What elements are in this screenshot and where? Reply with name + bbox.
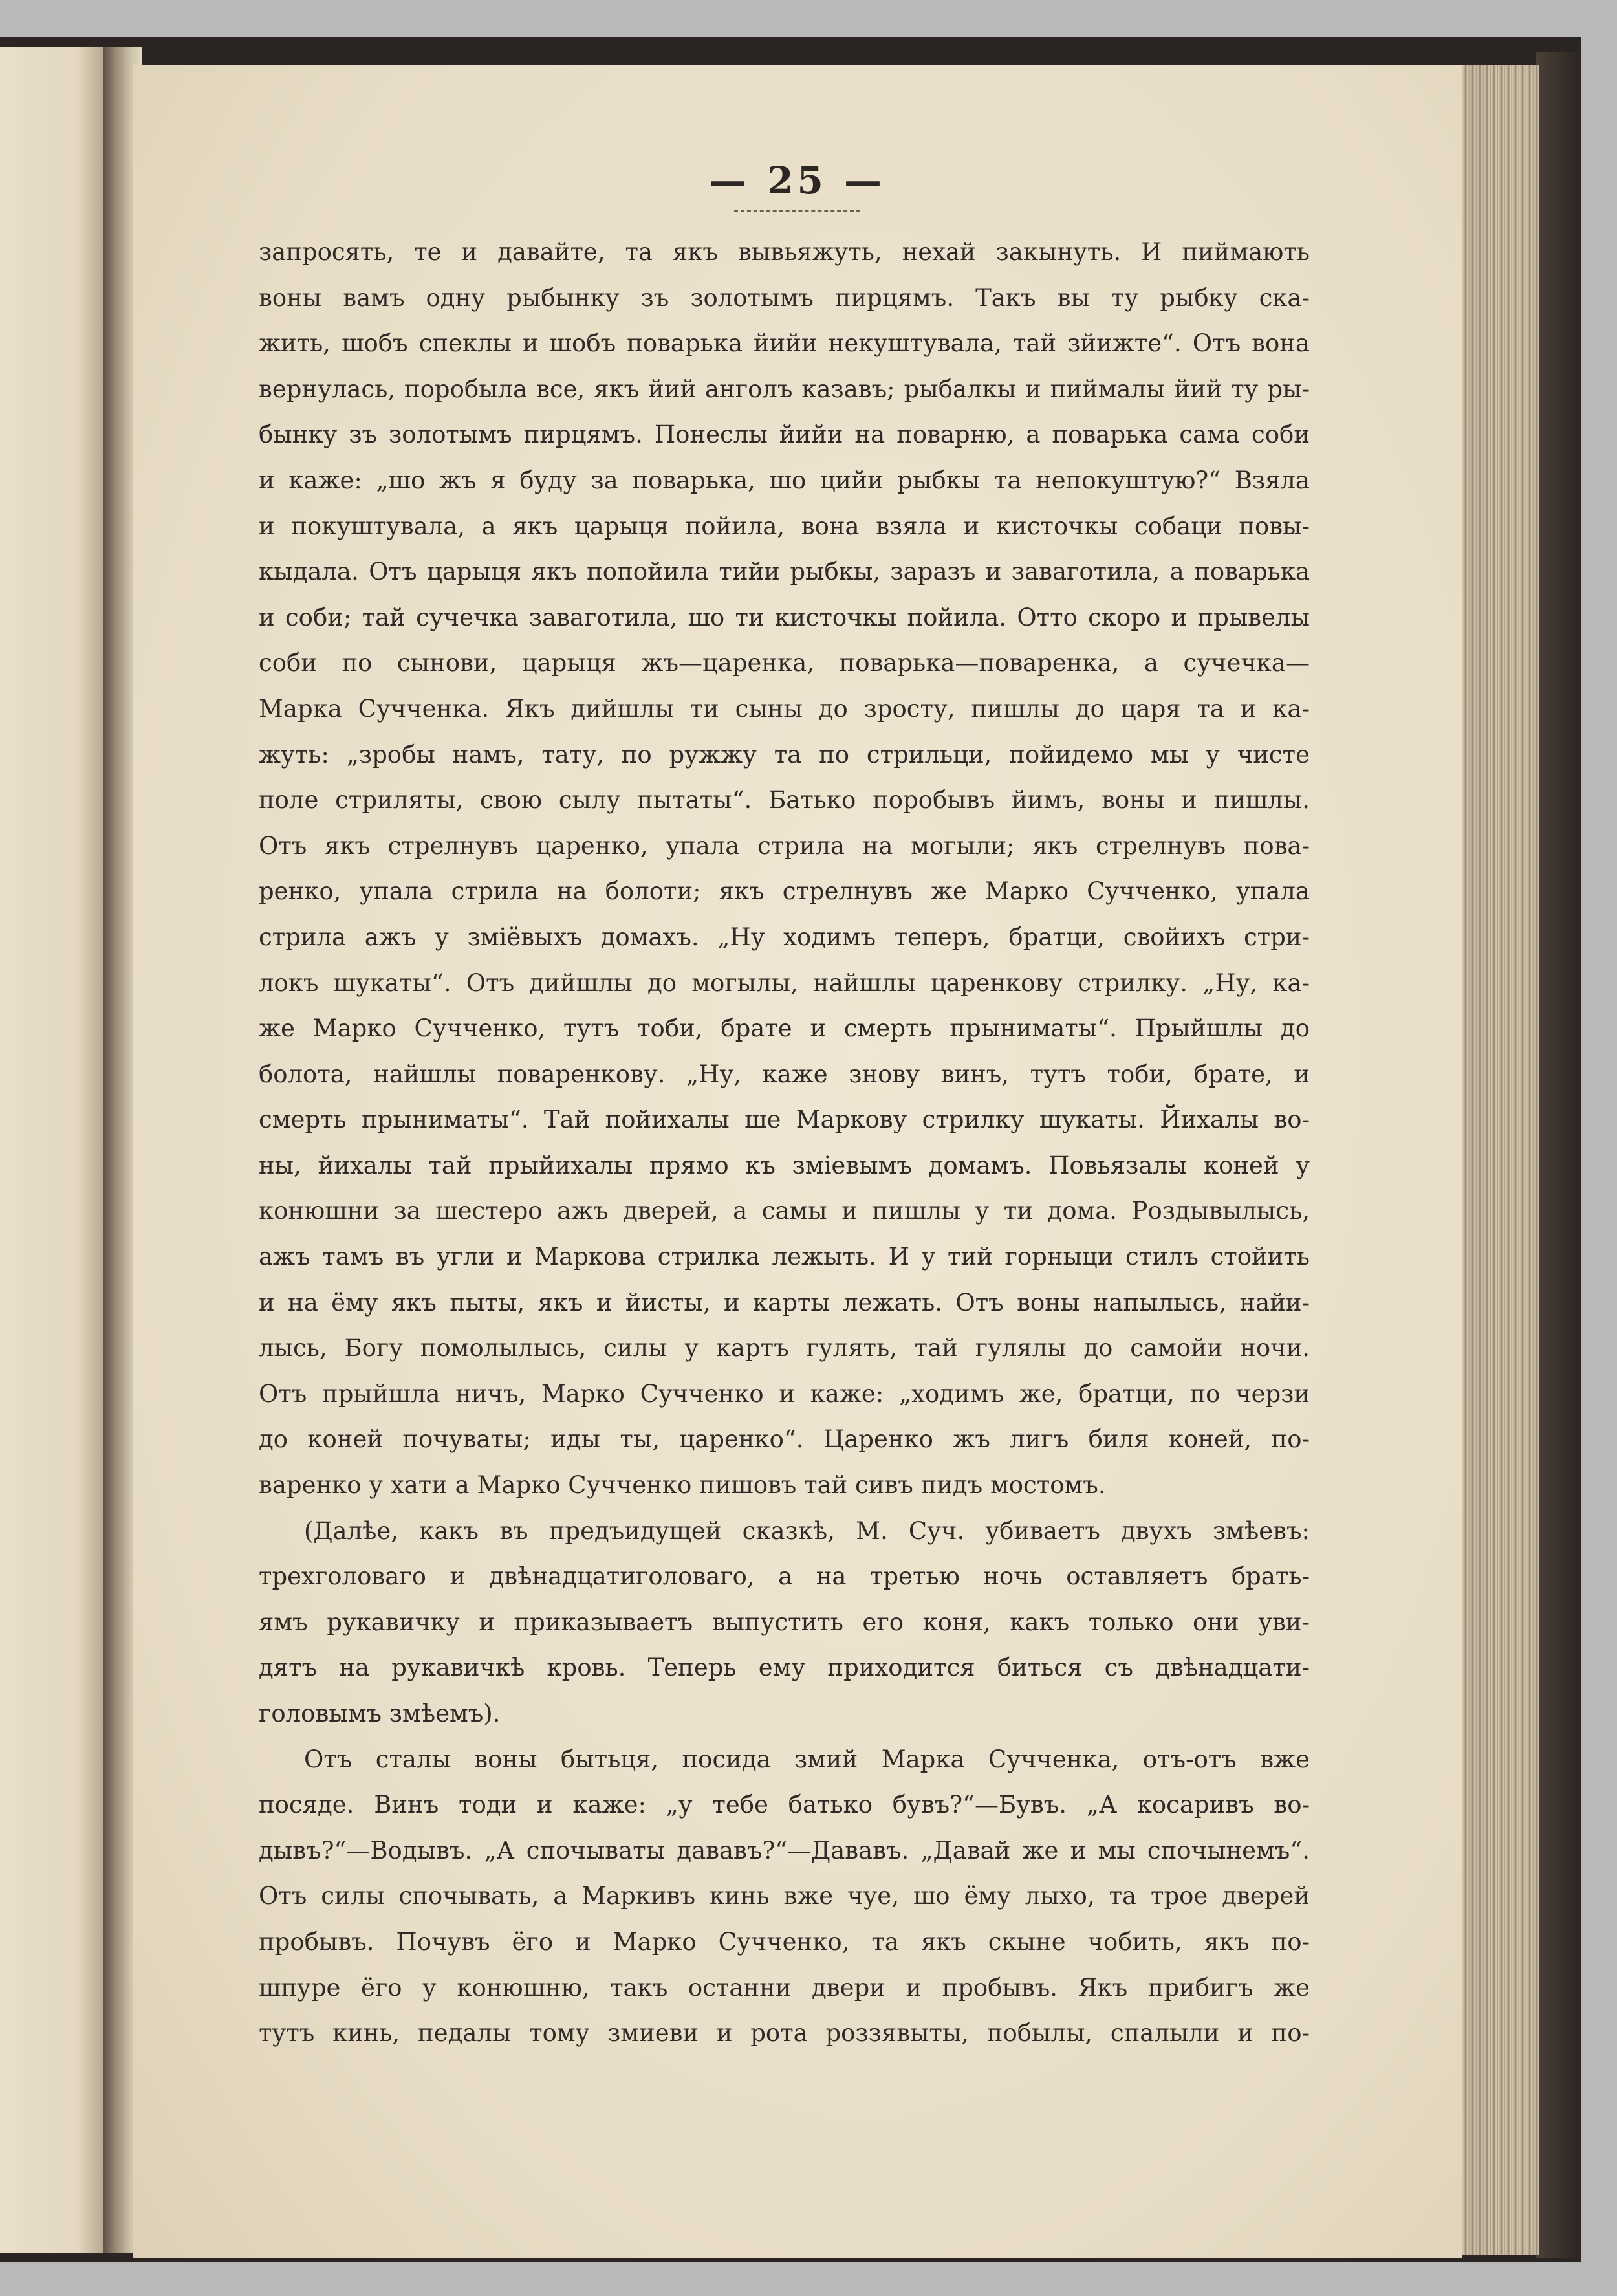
left-page-edge — [0, 47, 111, 2253]
text-line: вернулась, поробыла все, якъ йий анголъ казавъ; рыбалкы и пиймалы йий ту ры- — [259, 375, 1310, 403]
text-line: ямъ рукавичку и приказываетъ выпустить его коня, какъ только они уви- — [259, 1608, 1310, 1636]
text-line: ны, йихалы тай прыйихалы прямо къ змiевымъ домамъ. Повьязалы коней у — [259, 1151, 1310, 1179]
text-line: жуть: „зробы намъ, тату, по ружжу та по стрильци, пойидемо мы у чисте — [259, 740, 1310, 769]
text-line: до коней почуваты; иды ты, царенко“. Царенко жъ лигъ биля коней, по- — [259, 1425, 1310, 1454]
text-line: Марка Сучченка. Якъ дийшлы ти сыны до зросту, пишлы до царя та и ка- — [259, 694, 1310, 723]
text-line: стрила ажъ у змiёвыхъ домахъ. „Ну ходимъ теперъ, братци, свойихъ стри- — [259, 923, 1310, 951]
text-line: поле стриляты, свою сылу пытаты“. Батько поробывъ йимъ, воны и пишлы. — [259, 786, 1310, 815]
text-line: болота, найшлы поваренкову. „Ну, каже знову винъ, тутъ тоби, брате, и — [259, 1060, 1310, 1088]
text-line: воны вамъ одну рыбынку зъ золотымъ пирцямъ. Такъ вы ту рыбку ска- — [259, 283, 1310, 312]
page-number-ornament — [734, 210, 860, 212]
text-line: смерть прыниматы“. Тай пойихалы ше Маркову стрилку шукаты. Йихалы во- — [259, 1106, 1310, 1134]
text-line: и каже: „шо жъ я буду за поварька, шо цийи рыбкы та непокуштую?“ Взяла — [259, 466, 1310, 494]
text-line: трехголоваго и двѣнадцатиголоваго, а на третью ночь оставляетъ брать- — [259, 1562, 1310, 1591]
text-line: кыдала. Отъ царыця якъ попойила тийи рыбкы, заразъ и заваготила, а поварька — [259, 558, 1310, 586]
text-line: дятъ на рукавичкѣ кровь. Теперь ему приходится биться съ двѣнадцати- — [259, 1654, 1310, 1682]
page-text — [259, 230, 1310, 2057]
text-line: дывъ?“—Водывъ. „А спочываты дававъ?“—Дававъ. „Давай же и мы спочынемъ“. — [259, 1836, 1310, 1864]
text-line: и на ёму якъ пыты, якъ и йисты, и карты лежать. Отъ воны напылысь, найи- — [259, 1288, 1310, 1317]
book-page — [133, 65, 1462, 2258]
page-stack-edges — [1455, 65, 1539, 2255]
text-line: (Далѣе, какъ въ предъидущей сказкѣ, М. Суч. убиваетъ двухъ змѣевъ: — [304, 1516, 1310, 1545]
text-line: ажъ тамъ въ угли и Маркова стрилка лежыть. И у тий горныци стилъ стойить — [259, 1243, 1310, 1271]
text-line: лысь, Богу помолылысь, силы у картъ гулять, тай гулялы до самойи ночи. — [259, 1334, 1310, 1362]
text-line: бынку зъ золотымъ пирцямъ. Понеслы йийи на поварню, а поварька сама соби — [259, 421, 1310, 449]
text-line: ренко, упала стрила на болоти; якъ стрелнувъ же Марко Сучченко, упала — [259, 877, 1310, 906]
text-line: посяде. Винъ тоди и каже: „у тебе батько бувъ?“—Бувъ. „А косаривъ во- — [259, 1791, 1310, 1819]
text-line: жить, шобъ спеклы и шобъ поварька йийи некуштувала, тай зйижте“. Отъ вона — [259, 329, 1310, 358]
text-line: и покуштувала, а якъ царыця пойила, вона взяла и кисточкы собаци повы- — [259, 512, 1310, 540]
text-line: пробывъ. Почувъ ёго и Марко Сучченко, та якъ скыне чобить, якъ по- — [259, 1927, 1310, 1956]
book-cover-edge — [1536, 52, 1581, 2258]
text-line: локъ шукаты“. Отъ дийшлы до могылы, найшлы царенкову стрилку. „Ну, ка- — [259, 968, 1310, 997]
text-line: тутъ кинь, педалы тому змиеви и рота роззявыты, побылы, спалыли и по- — [259, 2019, 1310, 2048]
text-line: запросять, те и давайте, та якъ вывьяжуть, нехай закынуть. И пиймають — [259, 238, 1310, 266]
text-line: Отъ силы спочывать, а Маркивъ кинь вже чуе, шо ёму лыхо, та трое дверей — [259, 1882, 1310, 1910]
page-number: — 25 — — [708, 159, 886, 202]
text-line: головымъ змѣемъ). — [259, 1700, 501, 1727]
text-line: конюшни за шестеро ажъ дверей, а самы и пишлы у ти дома. Роздывылысь, — [259, 1197, 1310, 1225]
text-line: Отъ прыйшла ничъ, Марко Сучченко и каже: „ходимъ же, братци, по черзи — [259, 1379, 1310, 1408]
text-line: Отъ сталы воны бытьця, посида змий Марка Сучченка, отъ-отъ вже — [304, 1745, 1310, 1773]
text-line: и соби; тай сучечка заваготила, шо ти кисточкы пойила. Отто скоро и прывелы — [259, 603, 1310, 631]
text-line: шпуре ёго у конюшню, такъ останни двери и пробывъ. Якъ прибигъ же — [259, 1973, 1310, 2002]
text-line: Отъ якъ стрелнувъ царенко, упала стрила на могыли; якъ стрелнувъ пова- — [259, 831, 1310, 860]
text-line: соби по сынови, царыця жъ—царенка, поварька—поваренка, а сучечка— — [259, 649, 1310, 677]
text-line: варенко у хати а Марко Сучченко пишовъ тай сивъ пидъ мостомъ. — [259, 1471, 1106, 1500]
text-line: же Марко Сучченко, тутъ тоби, брате и смерть прыниматы“. Прыйшлы до — [259, 1014, 1310, 1043]
